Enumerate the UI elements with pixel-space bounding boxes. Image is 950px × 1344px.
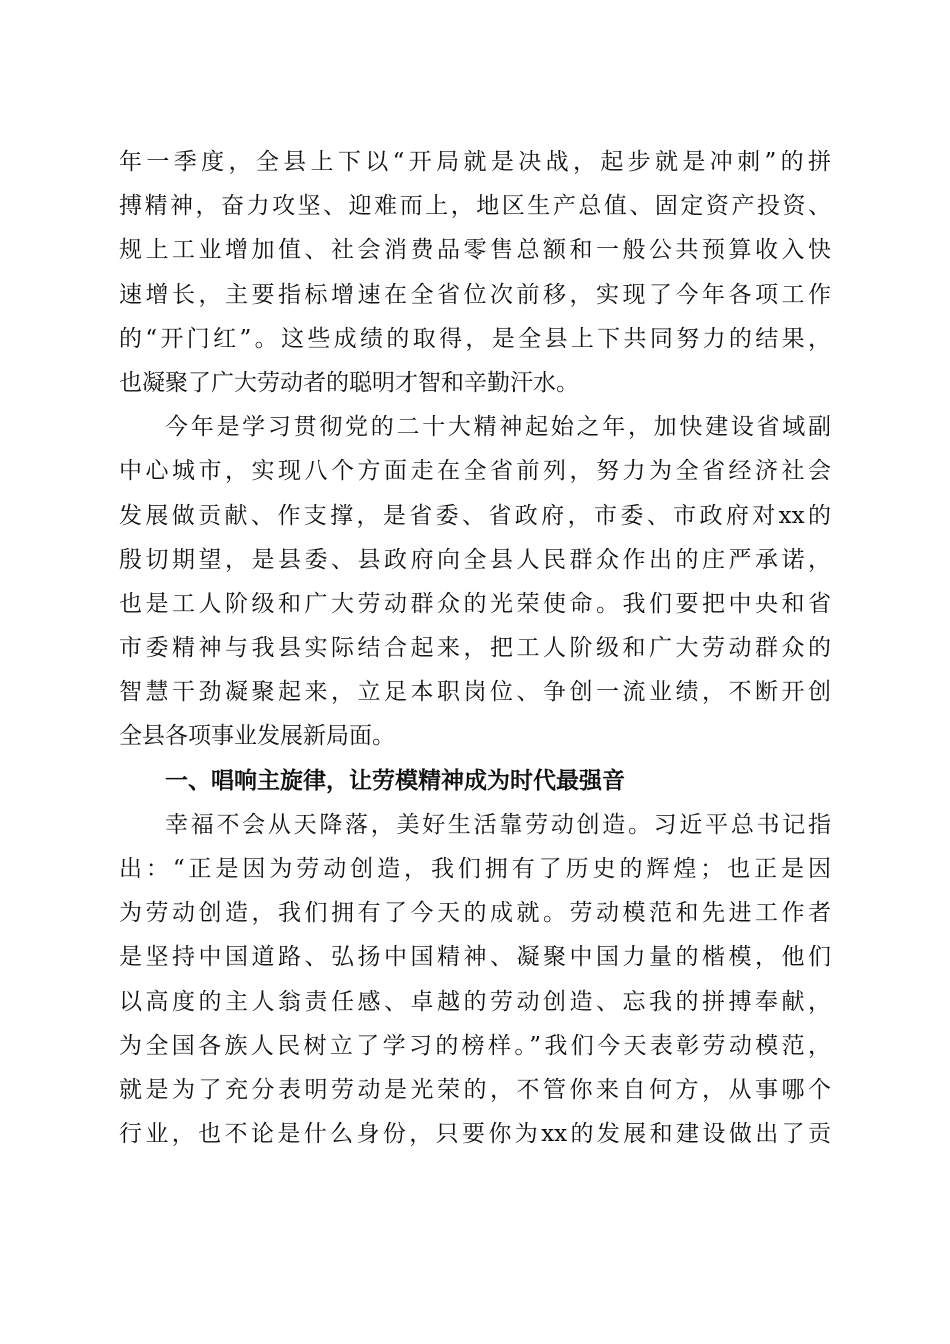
text-line: 年一季度，全县上下以“开局就是决战，起步就是冲刺”的拼 (119, 149, 831, 175)
text-line: 幸福不会从天降落，美好生活靠劳动创造。习近平总书记指 (165, 811, 831, 838)
text-line: 规上工业增加值、社会消费品零售总额和一般公共预算收入快 (119, 237, 831, 264)
text-line: 搏精神，奋力攻坚、迎难而上，地区生产总值、固定资产投资、 (119, 193, 831, 220)
heading-text: 一、唱响主旋律，让劳模精神成为时代最强音 (165, 767, 625, 794)
text-line: 也凝聚了广大劳动者的聪明才智和辛勤汗水。 (119, 369, 579, 396)
section-heading (119, 759, 831, 803)
text-line: 今年是学习贯彻党的二十大精神起始之年，加快建设省域副 (165, 414, 831, 441)
text-line: 速增长，主要指标增速在全省位次前移，实现了今年各项工作 (119, 281, 831, 308)
text-line: 为全国各族人民树立了学习的榜样。”我们今天表彰劳动模范， (119, 1032, 831, 1059)
text-line: 的“开门红”。这些成绩的取得，是全县上下共同努力的结果， (119, 325, 831, 352)
text-line: 全县各项事业发展新局面。 (119, 723, 395, 750)
text-line: 殷切期望，是县委、县政府向全县人民群众作出的庄严承诺， (119, 546, 831, 573)
text-line: 是坚持中国道路、弘扬中国精神、凝聚中国力量的楷模，他们 (119, 944, 831, 971)
text-line: 行业，也不论是什么身份，只要你为xx的发展和建设做出了贡 (119, 1121, 831, 1148)
text-line: 中心城市，实现八个方面走在全省前列，努力为全省经济社会 (119, 458, 831, 485)
paragraph (119, 140, 831, 405)
text-line: 为劳动创造，我们拥有了今天的成就。劳动模范和先进工作者 (119, 900, 831, 927)
text-line: 发展做贡献、作支撑，是省委、省政府，市委、市政府对xx的 (119, 502, 831, 529)
document-body (119, 140, 831, 1156)
paragraph (119, 405, 831, 759)
text-line: 市委精神与我县实际结合起来，把工人阶级和广大劳动群众的 (119, 635, 831, 662)
text-line: 以高度的主人翁责任感、卓越的劳动创造、忘我的拼搏奉献， (119, 988, 831, 1015)
text-line: 就是为了充分表明劳动是光荣的，不管你来自何方，从事哪个 (119, 1076, 831, 1103)
text-line: 智慧干劲凝聚起来，立足本职岗位、争创一流业绩，不断开创 (119, 679, 831, 706)
text-line: 出：“正是因为劳动创造，我们拥有了历史的辉煌；也正是因 (119, 856, 831, 882)
paragraph (119, 803, 831, 1157)
text-line: 也是工人阶级和广大劳动群众的光荣使命。我们要把中央和省 (119, 590, 831, 617)
